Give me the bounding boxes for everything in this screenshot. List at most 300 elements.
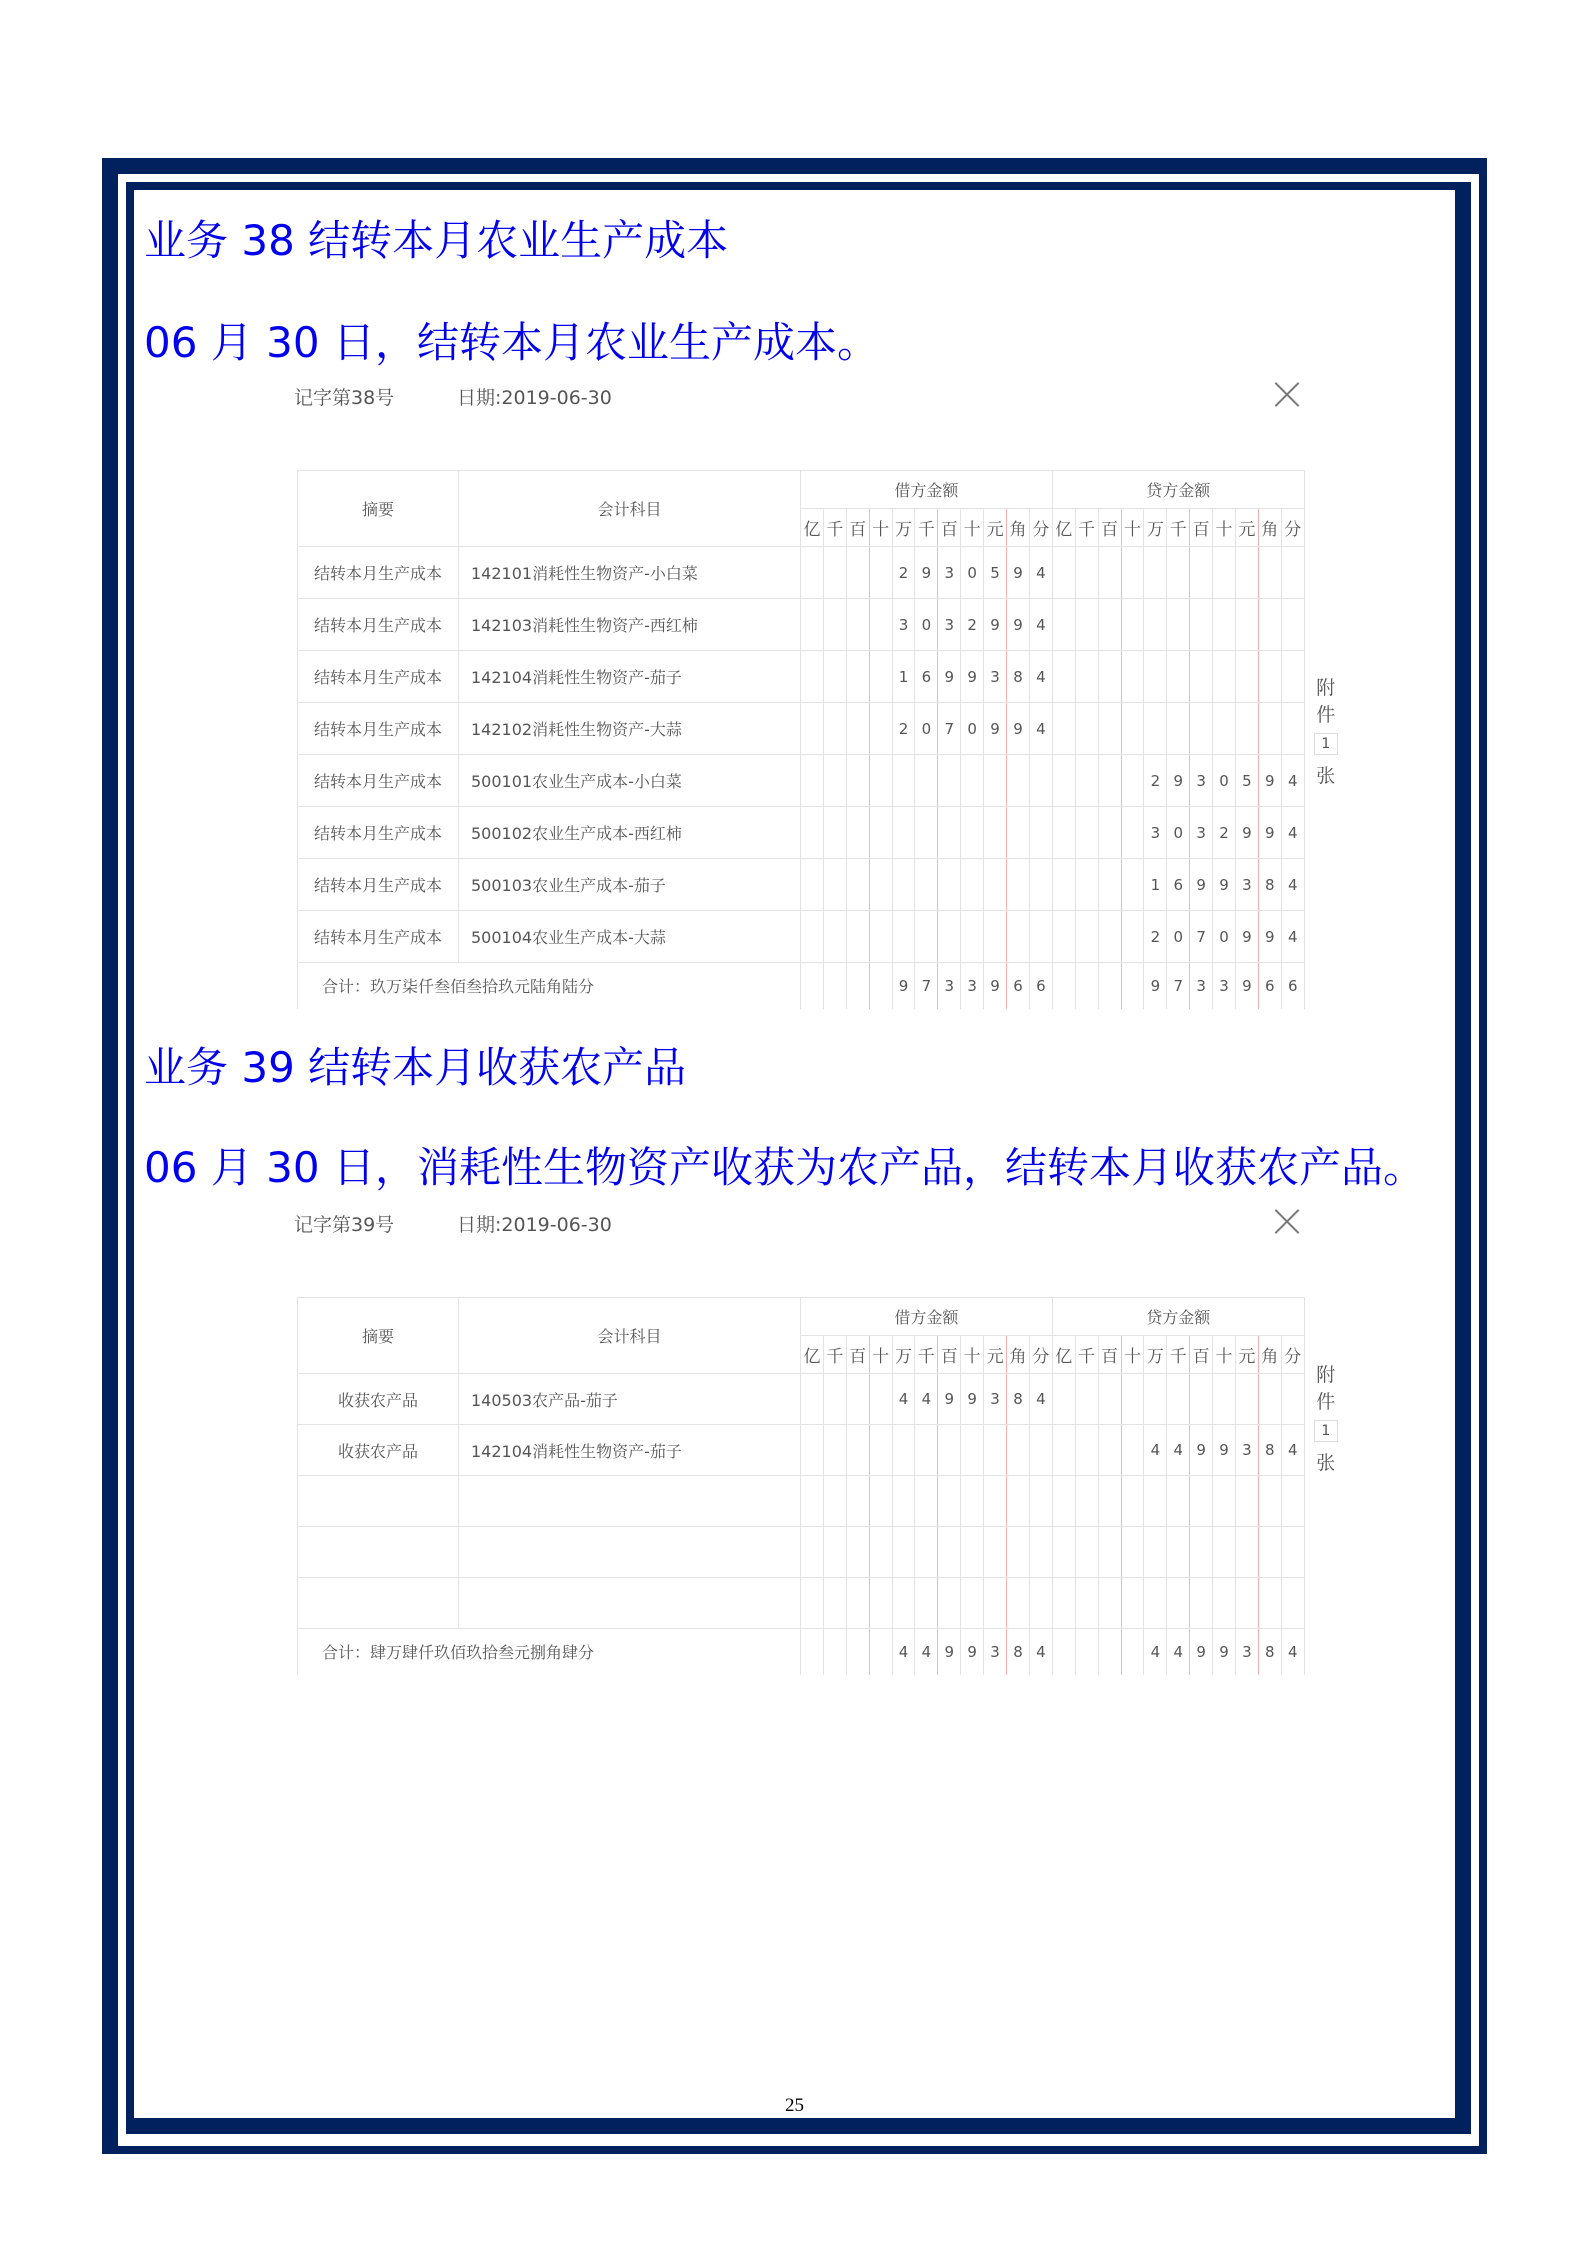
row-subject: 500104农业生产成本-大蒜: [459, 911, 801, 963]
amount-digit: 4: [1144, 1629, 1167, 1675]
amount-digit: [1121, 963, 1144, 1009]
amount-digit: [1098, 1578, 1121, 1629]
section-title: 业务 39 结转本月收获农产品: [144, 1043, 687, 1092]
amount-digit: 4: [1029, 1629, 1052, 1675]
table-row[interactable]: [298, 599, 1305, 651]
amount-digit: [892, 1578, 915, 1629]
amount-digit: 4: [1281, 859, 1304, 911]
total-row: [298, 1629, 1305, 1675]
amount-digit: [1098, 859, 1121, 911]
amount-digit: [1190, 651, 1213, 703]
attachment-label: 件: [1316, 704, 1336, 726]
amount-digit: [823, 755, 846, 807]
amount-digit: [823, 1374, 846, 1425]
amount-digit: [1007, 1578, 1030, 1629]
amount-digit: [1281, 547, 1304, 599]
amount-digit: 8: [1258, 1629, 1281, 1675]
amount-digit: 9: [1258, 807, 1281, 859]
amount-digit: [801, 1374, 824, 1425]
close-icon[interactable]: [1274, 381, 1300, 407]
amount-digit: [1098, 1374, 1121, 1425]
row-subject: 500101农业生产成本-小白菜: [459, 755, 801, 807]
amount-digit: 2: [1144, 911, 1167, 963]
amount-digit: [1098, 911, 1121, 963]
amount-digit: 3: [961, 963, 984, 1009]
amount-digit: [1052, 1578, 1075, 1629]
amount-digit: [1052, 1527, 1075, 1578]
amount-digit: [961, 1476, 984, 1527]
amount-digit: [1281, 1527, 1304, 1578]
amount-digit: [1167, 651, 1190, 703]
amount-digit: 6: [1029, 963, 1052, 1009]
row-summary: [298, 1476, 459, 1527]
amount-digit: 3: [1190, 807, 1213, 859]
amount-digit: [1213, 1527, 1236, 1578]
amount-digit: [961, 807, 984, 859]
amount-digit: [961, 1425, 984, 1476]
header-summary: 摘要: [298, 471, 459, 547]
amount-digit: [846, 1578, 869, 1629]
amount-digit: 0: [1213, 755, 1236, 807]
amount-digit: [846, 1374, 869, 1425]
amount-digit: [984, 1476, 1007, 1527]
amount-digit: 2: [892, 547, 915, 599]
amount-digit: [801, 703, 824, 755]
amount-digit: [1052, 963, 1075, 1009]
amount-digit: [869, 755, 892, 807]
amount-digit: [1235, 703, 1258, 755]
amount-digit: [938, 911, 961, 963]
amount-digit: 0: [1167, 807, 1190, 859]
unit-header: 十: [1121, 1336, 1144, 1374]
unit-header: 万: [1144, 509, 1167, 547]
amount-digit: [869, 1476, 892, 1527]
amount-digit: 7: [1167, 963, 1190, 1009]
amount-digit: [1029, 859, 1052, 911]
amount-digit: 4: [892, 1374, 915, 1425]
attachment-count-input[interactable]: 1: [1314, 733, 1338, 755]
amount-digit: [1121, 859, 1144, 911]
amount-digit: 9: [938, 1629, 961, 1675]
amount-digit: [984, 755, 1007, 807]
unit-header: 十: [1213, 1336, 1236, 1374]
attachment-label: 张: [1316, 1452, 1336, 1474]
voucher-38: [294, 383, 1336, 997]
row-summary: 结转本月生产成本: [298, 703, 459, 755]
amount-digit: 0: [1167, 911, 1190, 963]
amount-digit: 9: [1235, 807, 1258, 859]
header-summary: 摘要: [298, 1298, 459, 1374]
unit-header: 亿: [1052, 1336, 1075, 1374]
amount-digit: [1075, 807, 1098, 859]
amount-digit: [915, 1578, 938, 1629]
row-summary: [298, 1527, 459, 1578]
amount-digit: [869, 1629, 892, 1675]
table-row[interactable]: [298, 755, 1305, 807]
amount-digit: 9: [1235, 963, 1258, 1009]
row-subject: [459, 1527, 801, 1578]
amount-digit: [1258, 599, 1281, 651]
amount-digit: [1075, 1578, 1098, 1629]
unit-header: 角: [1258, 509, 1281, 547]
amount-digit: 2: [1213, 807, 1236, 859]
amount-digit: [1258, 1374, 1281, 1425]
amount-digit: 9: [1007, 547, 1030, 599]
amount-digit: 4: [1029, 651, 1052, 703]
amount-digit: 4: [1029, 703, 1052, 755]
amount-digit: [1075, 1374, 1098, 1425]
amount-digit: [1258, 1578, 1281, 1629]
unit-header: 十: [869, 509, 892, 547]
amount-digit: [915, 807, 938, 859]
table-row[interactable]: [298, 651, 1305, 703]
amount-digit: [1075, 1527, 1098, 1578]
unit-header: 百: [1098, 1336, 1121, 1374]
amount-digit: [846, 963, 869, 1009]
amount-digit: [1213, 599, 1236, 651]
table-row[interactable]: [298, 1578, 1305, 1629]
amount-digit: [1029, 911, 1052, 963]
amount-digit: [1007, 1425, 1030, 1476]
amount-digit: [1281, 1476, 1304, 1527]
table-row[interactable]: [298, 859, 1305, 911]
row-subject: 142102消耗性生物资产-大蒜: [459, 703, 801, 755]
amount-digit: 9: [1258, 755, 1281, 807]
amount-digit: [984, 807, 1007, 859]
unit-header: 千: [1167, 1336, 1190, 1374]
amount-digit: [1052, 755, 1075, 807]
header-credit: 贷方金额: [1052, 471, 1304, 509]
amount-digit: [1121, 547, 1144, 599]
amount-digit: 9: [1235, 911, 1258, 963]
amount-digit: [846, 547, 869, 599]
amount-digit: 6: [1258, 963, 1281, 1009]
table-row[interactable]: [298, 911, 1305, 963]
amount-digit: [1235, 1374, 1258, 1425]
amount-digit: [1144, 651, 1167, 703]
amount-digit: 3: [938, 547, 961, 599]
unit-header: 十: [961, 509, 984, 547]
amount-digit: [984, 1527, 1007, 1578]
amount-digit: [961, 1578, 984, 1629]
amount-digit: [984, 1578, 1007, 1629]
amount-digit: [1007, 911, 1030, 963]
amount-digit: [1235, 1476, 1258, 1527]
amount-digit: 4: [1029, 547, 1052, 599]
amount-digit: 2: [961, 599, 984, 651]
table-row[interactable]: [298, 1476, 1305, 1527]
amount-digit: [1052, 1476, 1075, 1527]
unit-header: 千: [823, 509, 846, 547]
amount-digit: [1167, 547, 1190, 599]
amount-digit: [1281, 1374, 1304, 1425]
amount-digit: [823, 1425, 846, 1476]
amount-digit: [1007, 755, 1030, 807]
amount-digit: [846, 859, 869, 911]
amount-digit: 9: [1213, 1425, 1236, 1476]
row-summary: 结转本月生产成本: [298, 807, 459, 859]
amount-digit: 6: [1281, 963, 1304, 1009]
unit-header: 十: [1121, 509, 1144, 547]
total-label: 合计：玖万柒仟叁佰叁拾玖元陆角陆分: [298, 963, 801, 1009]
amount-digit: 3: [1190, 755, 1213, 807]
amount-digit: [1121, 1527, 1144, 1578]
attachment-count: [1310, 1360, 1342, 1475]
amount-digit: [938, 1425, 961, 1476]
amount-digit: 9: [1144, 963, 1167, 1009]
attachment-label: 附: [1316, 677, 1336, 699]
amount-digit: 0: [1213, 911, 1236, 963]
amount-digit: [846, 651, 869, 703]
amount-digit: [869, 651, 892, 703]
amount-digit: [823, 651, 846, 703]
amount-digit: [1144, 1527, 1167, 1578]
amount-digit: [1098, 963, 1121, 1009]
amount-digit: [961, 859, 984, 911]
table-row[interactable]: [298, 1425, 1305, 1476]
amount-digit: [1144, 1578, 1167, 1629]
close-icon[interactable]: [1274, 1208, 1300, 1234]
amount-digit: [1007, 1476, 1030, 1527]
unit-header: 分: [1281, 1336, 1304, 1374]
amount-digit: 9: [1258, 911, 1281, 963]
row-subject: 142104消耗性生物资产-茄子: [459, 1425, 801, 1476]
amount-digit: 8: [1258, 1425, 1281, 1476]
attachment-label: 件: [1316, 1391, 1336, 1413]
amount-digit: [1075, 859, 1098, 911]
amount-digit: 4: [1029, 1374, 1052, 1425]
amount-digit: [1029, 807, 1052, 859]
amount-digit: [1098, 1425, 1121, 1476]
amount-digit: [869, 807, 892, 859]
amount-digit: [984, 859, 1007, 911]
amount-digit: [1121, 599, 1144, 651]
amount-digit: [1190, 599, 1213, 651]
amount-digit: [846, 1527, 869, 1578]
amount-digit: 4: [892, 1629, 915, 1675]
amount-digit: 4: [915, 1374, 938, 1425]
amount-digit: [1007, 859, 1030, 911]
amount-digit: 6: [1167, 859, 1190, 911]
amount-digit: [823, 1476, 846, 1527]
amount-digit: [1235, 547, 1258, 599]
amount-digit: [801, 1629, 824, 1675]
amount-digit: [938, 755, 961, 807]
amount-digit: 1: [892, 651, 915, 703]
amount-digit: 9: [1190, 1629, 1213, 1675]
amount-digit: [1213, 1476, 1236, 1527]
amount-digit: [1167, 599, 1190, 651]
unit-header: 角: [1007, 509, 1030, 547]
amount-digit: [846, 1476, 869, 1527]
amount-digit: 9: [961, 1629, 984, 1675]
amount-digit: [1075, 1476, 1098, 1527]
section-title: 业务 38 结转本月农业生产成本: [144, 216, 729, 265]
amount-digit: [1121, 911, 1144, 963]
voucher-39: [294, 1210, 1336, 1663]
amount-digit: [1167, 703, 1190, 755]
amount-digit: [1121, 807, 1144, 859]
amount-digit: [915, 911, 938, 963]
table-row[interactable]: [298, 547, 1305, 599]
amount-digit: [869, 599, 892, 651]
amount-digit: [1052, 599, 1075, 651]
unit-header: 百: [1190, 1336, 1213, 1374]
voucher-table: [297, 1297, 1305, 1675]
unit-header: 千: [1075, 509, 1098, 547]
amount-digit: [1190, 1374, 1213, 1425]
amount-digit: [1052, 547, 1075, 599]
amount-digit: [823, 1578, 846, 1629]
amount-digit: [892, 859, 915, 911]
amount-digit: [869, 1374, 892, 1425]
amount-digit: [1121, 651, 1144, 703]
amount-digit: [869, 703, 892, 755]
amount-digit: [1098, 1527, 1121, 1578]
amount-digit: 6: [1007, 963, 1030, 1009]
amount-digit: [1007, 1527, 1030, 1578]
amount-digit: 6: [915, 651, 938, 703]
amount-digit: [1098, 1629, 1121, 1675]
amount-digit: [1098, 547, 1121, 599]
amount-digit: [1029, 1476, 1052, 1527]
unit-header: 元: [1235, 1336, 1258, 1374]
amount-digit: [915, 755, 938, 807]
amount-digit: 8: [1258, 859, 1281, 911]
amount-digit: [823, 1629, 846, 1675]
amount-digit: [801, 807, 824, 859]
amount-digit: 3: [892, 599, 915, 651]
unit-header: 分: [1281, 509, 1304, 547]
amount-digit: [1052, 911, 1075, 963]
amount-digit: [938, 807, 961, 859]
amount-digit: 4: [1281, 755, 1304, 807]
amount-digit: 2: [1144, 755, 1167, 807]
amount-digit: [892, 1527, 915, 1578]
amount-digit: [1075, 1629, 1098, 1675]
unit-header: 千: [915, 1336, 938, 1374]
attachment-count: [1310, 673, 1342, 788]
amount-digit: 9: [938, 651, 961, 703]
amount-digit: 3: [938, 963, 961, 1009]
amount-digit: 4: [1281, 1425, 1304, 1476]
amount-digit: [1258, 547, 1281, 599]
row-subject: 500102农业生产成本-西红柿: [459, 807, 801, 859]
voucher-number: 记字第38号: [294, 387, 395, 409]
amount-digit: [846, 755, 869, 807]
amount-digit: [892, 1425, 915, 1476]
unit-header: 分: [1029, 1336, 1052, 1374]
amount-digit: [1098, 703, 1121, 755]
amount-digit: [801, 859, 824, 911]
row-summary: 结转本月生产成本: [298, 859, 459, 911]
unit-header: 十: [869, 1336, 892, 1374]
header-debit: 借方金额: [801, 1298, 1053, 1336]
amount-digit: [823, 859, 846, 911]
amount-digit: [801, 755, 824, 807]
unit-header: 角: [1007, 1336, 1030, 1374]
unit-header: 万: [892, 1336, 915, 1374]
amount-digit: 3: [1235, 859, 1258, 911]
amount-digit: 3: [984, 1374, 1007, 1425]
amount-digit: [1029, 1425, 1052, 1476]
amount-digit: 4: [1144, 1425, 1167, 1476]
amount-digit: [823, 547, 846, 599]
amount-digit: [801, 1578, 824, 1629]
section-description: 06 月 30 日，消耗性生物资产收获为农产品，结转本月收获农产品。: [144, 1143, 1425, 1192]
amount-digit: [1281, 651, 1304, 703]
amount-digit: 9: [938, 1374, 961, 1425]
page: [134, 190, 1455, 2118]
amount-digit: [1075, 651, 1098, 703]
amount-digit: [915, 1527, 938, 1578]
table-row[interactable]: [298, 703, 1305, 755]
unit-header: 千: [823, 1336, 846, 1374]
amount-digit: [1052, 1374, 1075, 1425]
amount-digit: 4: [1167, 1425, 1190, 1476]
amount-digit: [801, 911, 824, 963]
amount-digit: [1098, 807, 1121, 859]
amount-digit: [1213, 1578, 1236, 1629]
amount-digit: 9: [915, 547, 938, 599]
amount-digit: 4: [1281, 807, 1304, 859]
unit-header: 百: [846, 509, 869, 547]
amount-digit: 7: [938, 703, 961, 755]
attachment-count-input[interactable]: 1: [1314, 1420, 1338, 1442]
unit-header: 万: [1144, 1336, 1167, 1374]
header-subject: 会计科目: [459, 471, 801, 547]
attachment-label: 张: [1316, 765, 1336, 787]
amount-digit: [801, 1425, 824, 1476]
amount-digit: [1167, 1476, 1190, 1527]
section-description: 06 月 30 日，结转本月农业生产成本。: [144, 318, 879, 367]
table-row[interactable]: [298, 807, 1305, 859]
total-label: 合计：肆万肆仟玖佰玖拾叁元捌角肆分: [298, 1629, 801, 1675]
amount-digit: [869, 1425, 892, 1476]
row-subject: 142104消耗性生物资产-茄子: [459, 651, 801, 703]
amount-digit: 5: [984, 547, 1007, 599]
amount-digit: [846, 807, 869, 859]
amount-digit: [892, 1476, 915, 1527]
unit-header: 百: [1190, 509, 1213, 547]
amount-digit: 9: [961, 651, 984, 703]
amount-digit: [801, 1527, 824, 1578]
amount-digit: [1167, 1527, 1190, 1578]
amount-digit: [1121, 1374, 1144, 1425]
amount-digit: 9: [1213, 859, 1236, 911]
amount-digit: [846, 703, 869, 755]
amount-digit: [801, 1476, 824, 1527]
unit-header: 千: [915, 509, 938, 547]
table-row[interactable]: [298, 1527, 1305, 1578]
amount-digit: [823, 963, 846, 1009]
unit-header: 千: [1075, 1336, 1098, 1374]
amount-digit: [801, 963, 824, 1009]
amount-digit: [915, 1476, 938, 1527]
total-row: [298, 963, 1305, 1009]
amount-digit: [1121, 1578, 1144, 1629]
amount-digit: [1213, 547, 1236, 599]
amount-digit: [1029, 755, 1052, 807]
amount-digit: 9: [984, 963, 1007, 1009]
amount-digit: [1167, 1374, 1190, 1425]
amount-digit: [1190, 703, 1213, 755]
unit-header: 元: [984, 1336, 1007, 1374]
amount-digit: 0: [961, 703, 984, 755]
table-row[interactable]: [298, 1374, 1305, 1425]
amount-digit: [1075, 963, 1098, 1009]
amount-digit: [1075, 1425, 1098, 1476]
